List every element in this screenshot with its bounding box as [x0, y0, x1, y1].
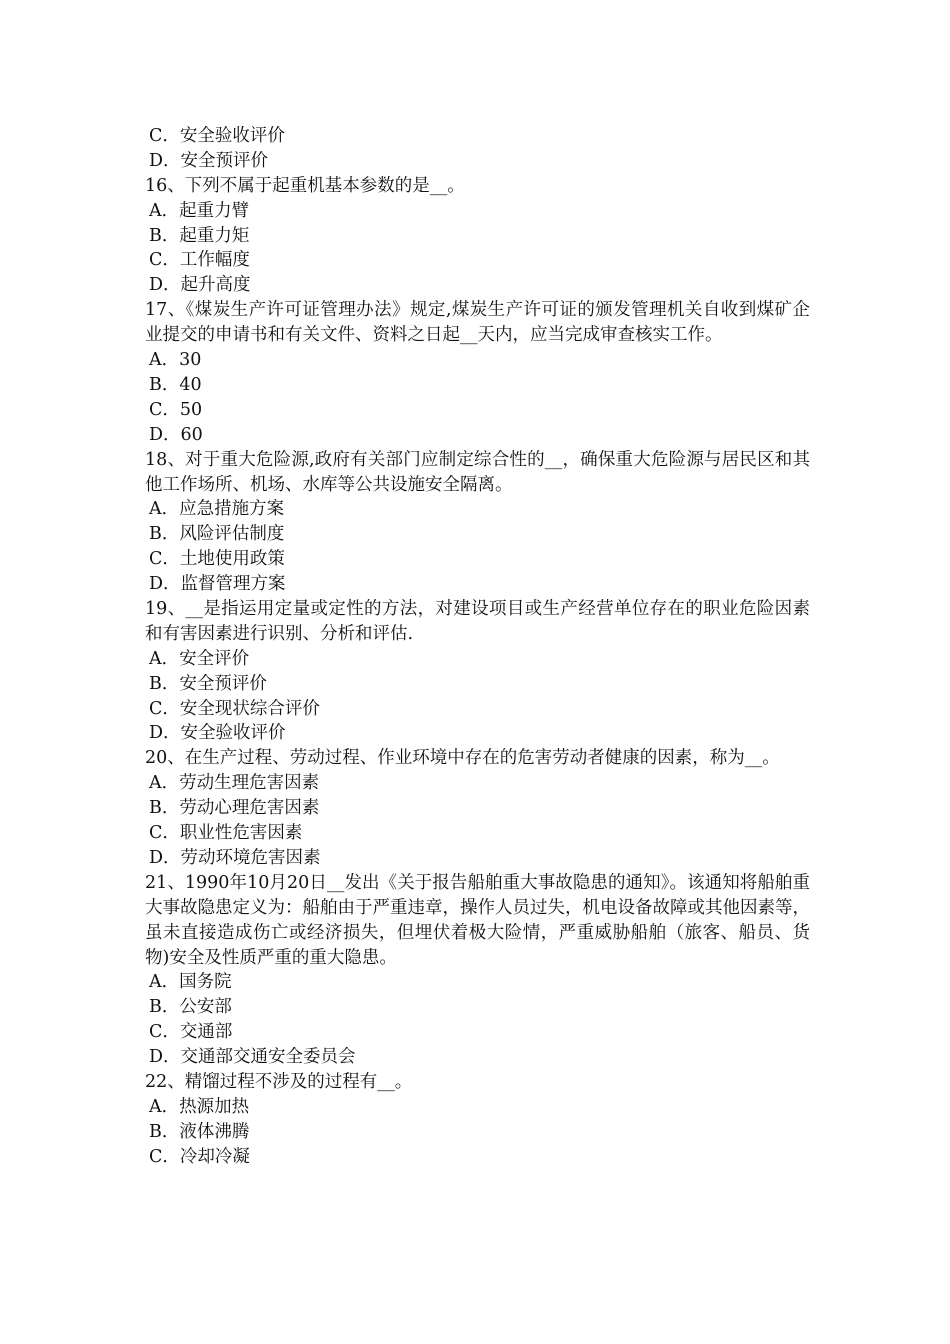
question-17-option-c: C．50 — [149, 399, 203, 420]
question-21-option-c: C．交通部 — [149, 1022, 233, 1043]
question-16-option-b: B．起重力矩 — [149, 225, 250, 246]
question-19-option-d: D．安全验收评价 — [149, 723, 286, 744]
question-18-option-a: A．应急措施方案 — [149, 499, 285, 520]
question-19-option-b: B．安全预评价 — [149, 673, 267, 694]
question-21: 21、1990年10月20日__发出《关于报告船舶重大事故隐患的通知》。该通知将船舶重大事故隐患定义为：船舶由于严重违章，操作人员过失，机电设备故障或其他因素等，虽未直接造成伤亡或经济损失，但埋伏着极大险情，严重威胁船舶（旅客、船员、货物)安全及性质严重的重大隐患。 — [145, 872, 810, 968]
question-20-option-c: C．职业性危害因素 — [149, 823, 303, 844]
question-19-option-c: C．安全现状综合评价 — [149, 698, 320, 719]
question-17-option-b: B．40 — [149, 374, 202, 395]
question-19: 19、__是指运用定量或定性的方法，对建设项目或生产经营单位存在的职业危险因素和有害因素进行识别、分析和评估. — [145, 599, 810, 644]
exam-content — [145, 124, 810, 1170]
question-16: 16、下列不属于起重机基本参数的是__。 — [145, 175, 465, 196]
question-22-option-a: A．热源加热 — [149, 1096, 250, 1117]
question-20-option-a: A．劳动生理危害因素 — [149, 773, 320, 794]
question-20: 20、在生产过程、劳动过程、作业环境中存在的危害劳动者健康的因素，称为__。 — [145, 748, 780, 769]
question-16-option-c: C．工作幅度 — [149, 250, 250, 271]
question-22-option-b: B．液体沸腾 — [149, 1121, 250, 1142]
question-18-option-c: C．土地使用政策 — [149, 549, 285, 570]
question-20-option-d: D．劳动环境危害因素 — [149, 847, 321, 868]
question-20-option-b: B．劳动心理危害因素 — [149, 798, 320, 819]
question-17: 17、《煤炭生产许可证管理办法》规定,煤炭生产许可证的颁发管理机关自收到煤矿企业提交的申请书和有关文件、资料之日起__天内，应当完成审查核实工作。 — [145, 300, 810, 346]
question-21-option-b: B．公安部 — [149, 997, 232, 1018]
question-16-option-a: A．起重力臂 — [149, 200, 250, 221]
question-22-option-c: C．冷却冷凝 — [149, 1146, 250, 1167]
question-17-option-a: A．30 — [149, 350, 202, 371]
option-d: D．安全预评价 — [149, 150, 269, 171]
option-c: C．安全验收评价 — [149, 126, 285, 146]
question-18-option-b: B．风险评估制度 — [149, 524, 285, 545]
question-16-option-d: D．起升高度 — [149, 275, 251, 296]
question-21-option-d: D．交通部交通安全委员会 — [149, 1047, 356, 1068]
question-22: 22、精馏过程不涉及的过程有__。 — [145, 1072, 413, 1093]
question-19-option-a: A．安全评价 — [149, 648, 250, 669]
question-18-option-d: D．监督管理方案 — [149, 574, 286, 595]
question-18: 18、对于重大危险源,政府有关部门应制定综合性的__，确保重大危险源与居民区和其他工作场所、机场、水库等公共设施安全隔离。 — [145, 449, 810, 495]
question-17-option-d: D．60 — [149, 424, 203, 445]
question-21-option-a: A．国务院 — [149, 972, 232, 993]
